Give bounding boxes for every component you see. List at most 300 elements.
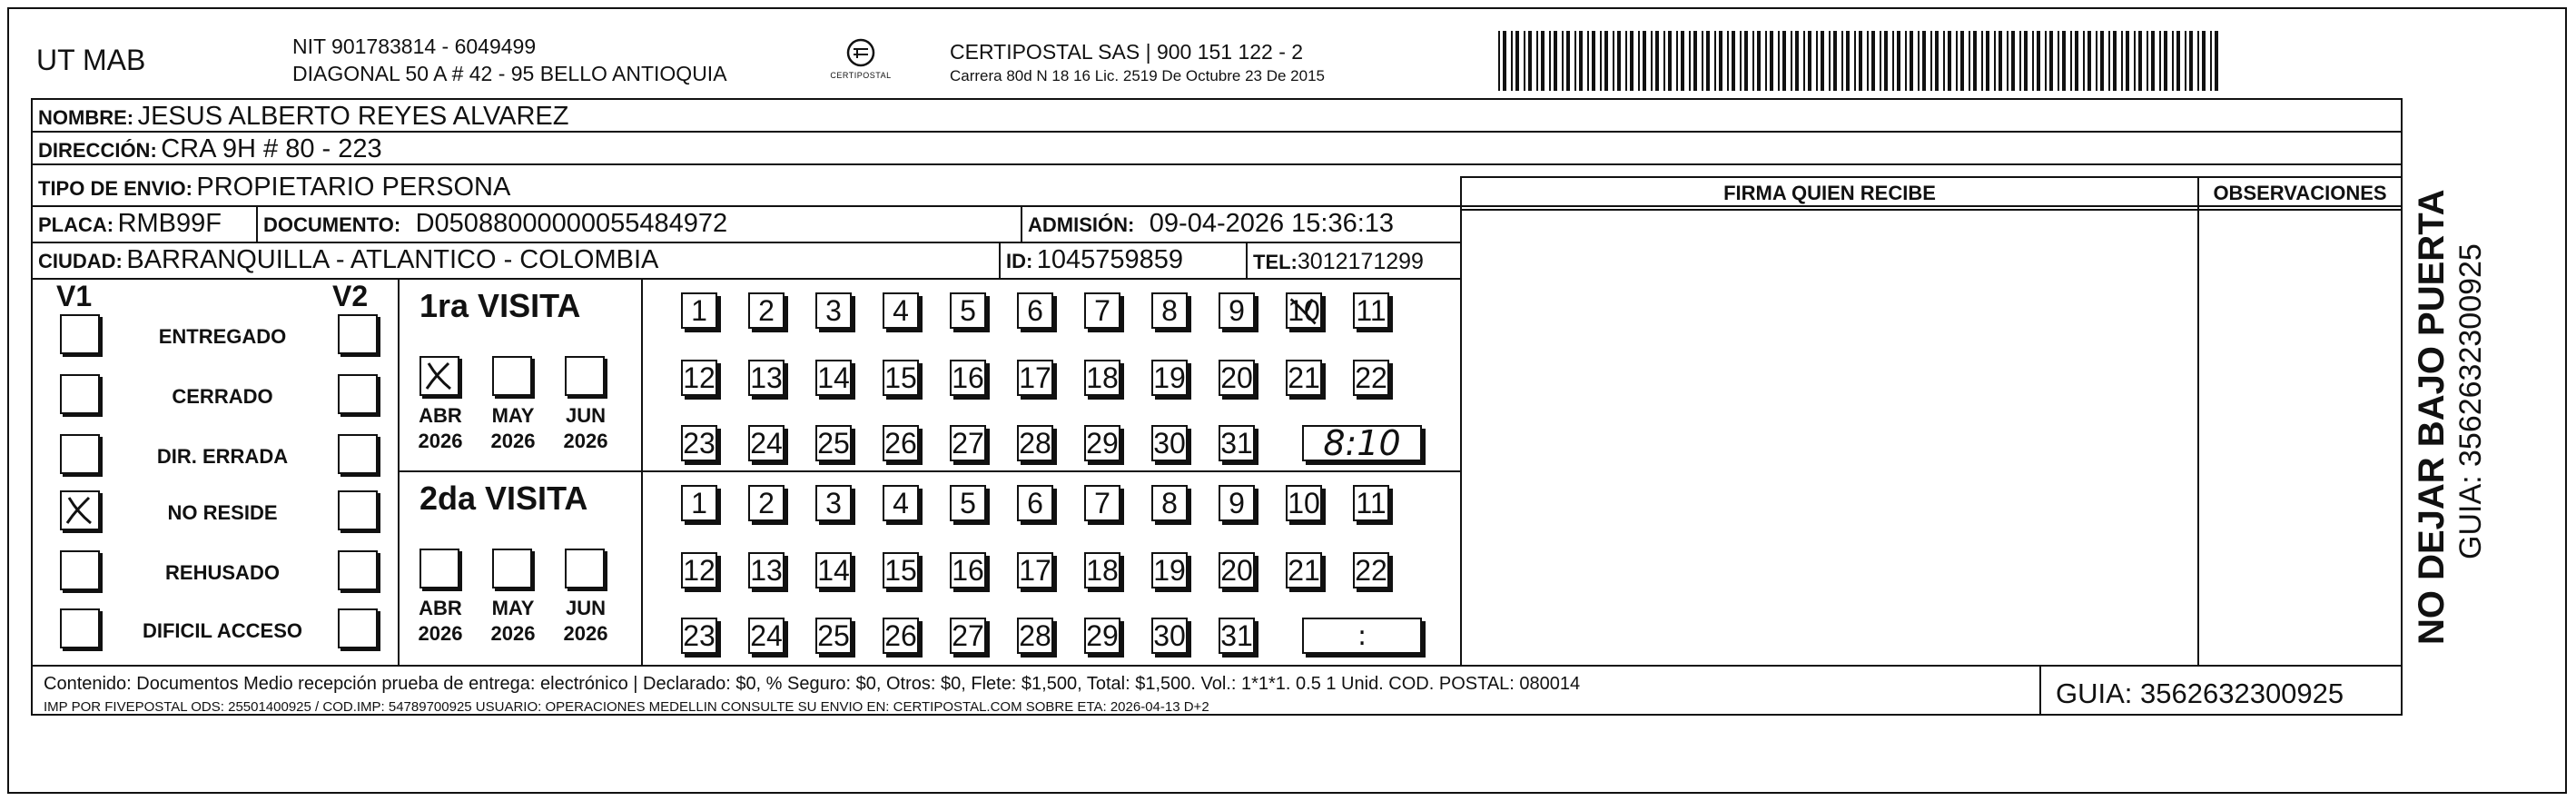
- placa-label: PLACA:: [38, 213, 114, 236]
- day-number: 14: [817, 553, 850, 587]
- visit-time-box[interactable]: [1302, 425, 1422, 461]
- id-value: 1045759859: [1036, 245, 1184, 274]
- day-box[interactable]: [748, 552, 785, 588]
- barcode-bar: [1910, 31, 1913, 91]
- day-box[interactable]: [1286, 360, 1322, 396]
- v2-checkbox[interactable]: [338, 434, 378, 474]
- day-number: 10: [1288, 486, 1320, 519]
- barcode-bar: [2032, 31, 2034, 91]
- firma-header: FIRMA QUIEN RECIBE: [1723, 182, 1936, 204]
- barcode-bar: [2147, 31, 2148, 91]
- barcode-bar: [2134, 31, 2136, 91]
- visit-title: 2da VISITA: [419, 480, 588, 517]
- day-box[interactable]: [1219, 425, 1255, 461]
- barcode-bar: [2172, 31, 2174, 91]
- v1-checkbox[interactable]: [60, 374, 100, 414]
- day-number: 21: [1288, 553, 1320, 587]
- handwritten-day-mark: [1288, 294, 1320, 327]
- tipo-label: TIPO DE ENVIO:: [38, 177, 192, 200]
- day-box[interactable]: [1017, 485, 1053, 521]
- v1-checkbox[interactable]: [60, 314, 100, 354]
- footer-line2: IMP POR FIVEPOSTAL ODS: 25501400925 / COD.IMP: 54789700925 USUARIO: OPERACIONES MEDELLIN CONSULTE SU ENVIO EN: CERTIPOSTAL.COM SOBRE ETA: 2026-04-13 D+2: [44, 699, 1209, 715]
- nombre-value: JESUS ALBERTO REYES ALVAREZ: [137, 102, 569, 131]
- documento-cell: [263, 209, 727, 239]
- day-number: 6: [1027, 486, 1043, 519]
- barcode-bar: [2121, 31, 2123, 91]
- day-number: 29: [1086, 426, 1119, 460]
- barcode-bar: [2024, 31, 2028, 91]
- day-box[interactable]: [815, 618, 852, 654]
- id-label: ID:: [1006, 250, 1033, 272]
- barcode: [1498, 31, 2225, 91]
- day-box[interactable]: [1151, 552, 1188, 588]
- month-checkbox[interactable]: [492, 549, 532, 588]
- month-checkbox[interactable]: [419, 356, 459, 396]
- barcode-bar: [1795, 31, 1799, 91]
- visit-divider: [398, 470, 1462, 472]
- barcode-bar: [1859, 31, 1862, 91]
- day-box[interactable]: [748, 425, 785, 461]
- barcode-bar: [1681, 31, 1684, 91]
- day-box[interactable]: [883, 485, 919, 521]
- day-number: 28: [1019, 426, 1051, 460]
- status-label: DIR. ERRADA: [156, 445, 289, 468]
- barcode-bar: [1727, 31, 1729, 91]
- day-number: 12: [683, 361, 716, 394]
- barcode-bar: [2037, 31, 2040, 91]
- day-box[interactable]: [950, 425, 986, 461]
- month-year: 2026: [563, 430, 608, 452]
- barcode-bar: [1511, 31, 1513, 91]
- sender-nit: NIT 901783814 - 6049499: [292, 35, 537, 58]
- guia-divider: [2039, 667, 2041, 716]
- barcode-bar: [2210, 31, 2212, 91]
- nombre-row: [38, 102, 569, 132]
- barcode-bar: [1943, 31, 1945, 91]
- barcode-bar: [1884, 31, 1888, 91]
- day-number: 18: [1086, 361, 1119, 394]
- month-name: MAY: [491, 404, 535, 427]
- day-box[interactable]: [1151, 485, 1188, 521]
- month-year: 2026: [490, 622, 536, 645]
- visit-time: 8:10: [1323, 423, 1401, 463]
- day-box[interactable]: [1219, 292, 1255, 329]
- row-border: [31, 278, 1462, 280]
- barcode-bar: [1770, 31, 1773, 91]
- day-box[interactable]: [950, 618, 986, 654]
- day-number: 25: [817, 618, 850, 652]
- day-number: 29: [1086, 618, 1119, 652]
- v1-checkbox[interactable]: [60, 434, 100, 474]
- barcode-bar: [1981, 31, 1983, 91]
- admision-value: 09-04-2026 15:36:13: [1149, 209, 1395, 238]
- barcode-bar: [1515, 31, 1519, 91]
- barcode-bar: [1524, 31, 1525, 91]
- day-box[interactable]: [1151, 618, 1188, 654]
- day-box[interactable]: [1219, 485, 1255, 521]
- day-box[interactable]: [815, 360, 852, 396]
- barcode-bar: [1693, 31, 1697, 91]
- day-box[interactable]: [950, 360, 986, 396]
- day-box[interactable]: [1353, 360, 1389, 396]
- day-box[interactable]: [681, 425, 717, 461]
- barcode-bar: [2100, 31, 2104, 91]
- company-name: UT MAB: [36, 44, 146, 76]
- visit-title: 1ra VISITA: [419, 287, 581, 324]
- status-label: DIFICIL ACCESO: [142, 619, 302, 642]
- day-number: 2: [758, 486, 775, 519]
- barcode-bar: [1668, 31, 1672, 91]
- day-number: 7: [1094, 486, 1110, 519]
- day-box[interactable]: [1017, 618, 1053, 654]
- v2-label: V2: [332, 280, 369, 312]
- day-box[interactable]: [950, 292, 986, 329]
- barcode-bar: [1880, 31, 1881, 91]
- day-number: 14: [817, 361, 850, 394]
- barcode-bar: [2011, 31, 2015, 91]
- month-checkbox[interactable]: [565, 356, 605, 396]
- barcode-bar: [1969, 31, 1970, 91]
- logo-text: CERTIPOSTAL: [830, 71, 892, 80]
- firma-top-border: [1460, 176, 2403, 178]
- day-box[interactable]: [748, 360, 785, 396]
- day-box[interactable]: [1084, 360, 1120, 396]
- barcode-bar: [1732, 31, 1735, 91]
- v2-checkbox[interactable]: [338, 314, 378, 354]
- barcode-bar: [2049, 31, 2053, 91]
- barcode-bar: [1625, 31, 1627, 91]
- day-number: 7: [1094, 293, 1110, 327]
- barcode-bar: [2197, 31, 2199, 91]
- days-left-border: [641, 278, 643, 667]
- barcode-bar: [1562, 31, 1564, 91]
- side-guia: GUIA: 3562632300925: [2453, 243, 2488, 559]
- barcode-bar: [1973, 31, 1977, 91]
- day-number: 3: [825, 486, 842, 519]
- barcode-bar: [1986, 31, 1989, 91]
- day-number: 27: [952, 618, 984, 652]
- day-box[interactable]: [1353, 485, 1389, 521]
- barcode-bar: [1630, 31, 1633, 91]
- barcode-bar: [2159, 31, 2161, 91]
- day-box[interactable]: [1219, 360, 1255, 396]
- documento-value: D05088000000055484972: [415, 209, 728, 238]
- day-number: 24: [750, 426, 783, 460]
- barcode-bar: [1617, 31, 1621, 91]
- month-checkbox[interactable]: [492, 356, 532, 396]
- month-year: 2026: [418, 430, 463, 452]
- day-box[interactable]: [1353, 552, 1389, 588]
- side-warning: NO DEJAR BAJO PUERTA: [2412, 189, 2452, 645]
- barcode-bar: [1706, 31, 1710, 91]
- barcode-bar: [1752, 31, 1754, 91]
- barcode-bar: [1935, 31, 1939, 91]
- tel-label: TEL:: [1253, 251, 1298, 273]
- status-label: CERRADO: [172, 385, 273, 408]
- barcode-bar: [2062, 31, 2066, 91]
- day-number: 11: [1356, 293, 1387, 327]
- day-number: 16: [952, 361, 984, 394]
- day-number: 26: [884, 618, 917, 652]
- day-number: 19: [1153, 553, 1186, 587]
- day-number: 12: [683, 553, 716, 587]
- month-name: ABR: [419, 404, 462, 427]
- day-number: 11: [1356, 486, 1387, 519]
- day-number: 26: [884, 426, 917, 460]
- day-box[interactable]: [1084, 618, 1120, 654]
- carrier-license: Carrera 80d N 18 16 Lic. 2519 De Octubre 23 De 2015: [950, 67, 1325, 84]
- barcode-bar: [1918, 31, 1920, 91]
- barcode-bar: [2176, 31, 2180, 91]
- day-number: 8: [1161, 293, 1178, 327]
- obs-left-border: [2197, 176, 2199, 667]
- day-number: 3: [825, 293, 842, 327]
- day-box[interactable]: [815, 552, 852, 588]
- day-number: 30: [1153, 618, 1186, 652]
- day-box[interactable]: [815, 425, 852, 461]
- month-name: JUN: [565, 404, 606, 427]
- day-number: 18: [1086, 553, 1119, 587]
- visit-time-box[interactable]: [1302, 618, 1422, 654]
- barcode-bar: [1829, 31, 1831, 91]
- barcode-bar: [1744, 31, 1748, 91]
- barcode-bar: [1897, 31, 1900, 91]
- ciudad-value: BARRANQUILLA - ATLANTICO - COLOMBIA: [126, 245, 659, 274]
- day-box[interactable]: [883, 292, 919, 329]
- day-number: 22: [1355, 361, 1387, 394]
- day-box[interactable]: [883, 425, 919, 461]
- day-box[interactable]: [1084, 552, 1120, 588]
- barcode-bar: [1871, 31, 1875, 91]
- day-number: 17: [1019, 361, 1051, 394]
- month-label: [554, 403, 617, 454]
- day-number: 4: [893, 486, 909, 519]
- day-box[interactable]: [1084, 292, 1120, 329]
- month-name: JUN: [565, 597, 606, 619]
- v1-checkbox[interactable]: [60, 550, 100, 590]
- status-label: ENTREGADO: [158, 325, 287, 348]
- row-border: [31, 205, 2403, 207]
- day-number: 28: [1019, 618, 1051, 652]
- barcode-bar: [1600, 31, 1602, 91]
- firma-header-bottom: [1460, 209, 2403, 211]
- barcode-bar: [2108, 31, 2110, 91]
- barcode-bar: [1655, 31, 1659, 91]
- status-label: NO RESIDE: [167, 501, 278, 524]
- barcode-bar: [1643, 31, 1646, 91]
- day-box[interactable]: [815, 485, 852, 521]
- barcode-bar: [1999, 31, 2002, 91]
- barcode-bar: [1778, 31, 1780, 91]
- barcode-bar: [1757, 31, 1761, 91]
- ciudad-label: CIUDAD:: [38, 250, 123, 272]
- month-label: [481, 403, 545, 454]
- month-name: MAY: [491, 597, 535, 619]
- barcode-bar: [2083, 31, 2085, 91]
- day-number: 4: [893, 293, 909, 327]
- barcode-bar: [1549, 31, 1551, 91]
- v1-checkbox[interactable]: [60, 608, 100, 648]
- day-number: 13: [750, 361, 783, 394]
- day-box[interactable]: [883, 618, 919, 654]
- barcode-bar: [2113, 31, 2117, 91]
- v2-checkbox[interactable]: [338, 374, 378, 414]
- barcode-bar: [1503, 31, 1506, 91]
- day-number: 8: [1161, 486, 1178, 519]
- day-box[interactable]: [681, 552, 717, 588]
- barcode-bar: [1651, 31, 1653, 91]
- documento-label: DOCUMENTO:: [263, 213, 401, 236]
- barcode-bar: [1702, 31, 1703, 91]
- barcode-bar: [2151, 31, 2155, 91]
- barcode-bar: [1803, 31, 1805, 91]
- ciudad-cell: [38, 245, 658, 275]
- day-box[interactable]: [681, 485, 717, 521]
- placa-cell: [38, 209, 222, 239]
- barcode-bar: [1592, 31, 1595, 91]
- day-number: 19: [1153, 361, 1186, 394]
- barcode-bar: [1613, 31, 1614, 91]
- barcode-bar: [2185, 31, 2186, 91]
- handwritten-x-mark: [421, 358, 458, 394]
- barcode-bar: [1905, 31, 1907, 91]
- day-box[interactable]: [1017, 425, 1053, 461]
- day-box[interactable]: [1151, 360, 1188, 396]
- visit-left-border: [398, 278, 400, 667]
- day-number: 27: [952, 426, 984, 460]
- day-box[interactable]: [1219, 618, 1255, 654]
- day-box[interactable]: [681, 292, 717, 329]
- day-box[interactable]: [883, 552, 919, 588]
- month-checkbox[interactable]: [565, 549, 605, 588]
- day-box[interactable]: [1219, 552, 1255, 588]
- day-box[interactable]: [1151, 425, 1188, 461]
- month-name: ABR: [419, 597, 462, 619]
- day-number: 5: [960, 293, 976, 327]
- day-number: 25: [817, 426, 850, 460]
- row-border: [31, 665, 2403, 667]
- direccion-row: [38, 134, 382, 164]
- v2-checkbox[interactable]: [338, 550, 378, 590]
- barcode-bar: [2019, 31, 2021, 91]
- row-border: [31, 163, 2403, 165]
- barcode-bar: [1892, 31, 1894, 91]
- v2-checkbox[interactable]: [338, 490, 378, 530]
- direccion-label: DIRECCIÓN:: [38, 139, 157, 162]
- row-border: [31, 98, 2403, 100]
- admision-divider: [1021, 207, 1022, 242]
- day-box[interactable]: [681, 360, 717, 396]
- day-box[interactable]: [1151, 292, 1188, 329]
- barcode-bar: [1536, 31, 1538, 91]
- day-box[interactable]: [950, 485, 986, 521]
- handwritten-x-mark: [62, 492, 98, 529]
- month-label: [481, 596, 545, 647]
- barcode-bar: [1638, 31, 1640, 91]
- day-number: 21: [1288, 361, 1320, 394]
- day-box[interactable]: [748, 618, 785, 654]
- day-box[interactable]: [950, 552, 986, 588]
- barcode-bar: [1841, 31, 1843, 91]
- day-number: 2: [758, 293, 775, 327]
- barcode-bar: [2215, 31, 2218, 91]
- day-box[interactable]: [748, 485, 785, 521]
- v2-checkbox[interactable]: [338, 608, 378, 648]
- observaciones-header: OBSERVACIONES: [2213, 182, 2387, 204]
- day-box[interactable]: [1017, 360, 1053, 396]
- certipostal-logo: [830, 33, 892, 87]
- barcode-bar: [1846, 31, 1850, 91]
- day-box[interactable]: [883, 360, 919, 396]
- firma-left-border: [1460, 176, 1462, 667]
- v1-checkbox[interactable]: [60, 490, 100, 530]
- day-box[interactable]: [1286, 552, 1322, 588]
- barcode-bar: [1994, 31, 1996, 91]
- day-box[interactable]: [815, 292, 852, 329]
- barcode-bar: [1833, 31, 1837, 91]
- placa-value: RMB99F: [117, 209, 222, 238]
- day-number: 1: [691, 293, 707, 327]
- barcode-bar: [1854, 31, 1856, 91]
- day-number: 17: [1019, 553, 1051, 587]
- day-number: 13: [750, 553, 783, 587]
- month-label: [409, 596, 472, 647]
- barcode-bar: [1566, 31, 1570, 91]
- barcode-bar: [1808, 31, 1811, 91]
- barcode-bar: [2202, 31, 2206, 91]
- day-number: 9: [1229, 293, 1245, 327]
- day-box[interactable]: [681, 618, 717, 654]
- day-box[interactable]: [1286, 485, 1322, 521]
- barcode-bar: [2058, 31, 2059, 91]
- barcode-bar: [1922, 31, 1926, 91]
- tipo-row: [38, 173, 510, 203]
- barcode-bar: [2045, 31, 2047, 91]
- barcode-bar: [2164, 31, 2167, 91]
- month-checkbox[interactable]: [419, 549, 459, 588]
- admision-cell: [1028, 209, 1394, 239]
- status-label: REHUSADO: [165, 561, 280, 584]
- barcode-bar: [1816, 31, 1818, 91]
- day-box[interactable]: [1084, 485, 1120, 521]
- id-divider: [999, 243, 1001, 278]
- barcode-bar: [1604, 31, 1608, 91]
- day-box[interactable]: [1353, 292, 1389, 329]
- day-number: 6: [1027, 293, 1043, 327]
- v1-label: V1: [56, 280, 93, 312]
- placa-divider: [256, 207, 258, 242]
- day-number: 15: [884, 553, 917, 587]
- barcode-bar: [1765, 31, 1767, 91]
- barcode-bar: [1960, 31, 1964, 91]
- barcode-bar: [1587, 31, 1589, 91]
- day-box[interactable]: [1017, 292, 1053, 329]
- id-cell: [1006, 245, 1183, 275]
- day-box[interactable]: [1017, 552, 1053, 588]
- day-box[interactable]: [1084, 425, 1120, 461]
- month-year: 2026: [418, 622, 463, 645]
- month-label: [409, 403, 472, 454]
- day-number: 1: [691, 486, 707, 519]
- visit-time: :: [1357, 619, 1367, 652]
- barcode-bar: [1574, 31, 1576, 91]
- day-box[interactable]: [748, 292, 785, 329]
- day-box[interactable]: [1286, 292, 1322, 329]
- barcode-bar: [2075, 31, 2078, 91]
- barcode-bar: [1821, 31, 1824, 91]
- month-year: 2026: [563, 622, 608, 645]
- day-number: 30: [1153, 426, 1186, 460]
